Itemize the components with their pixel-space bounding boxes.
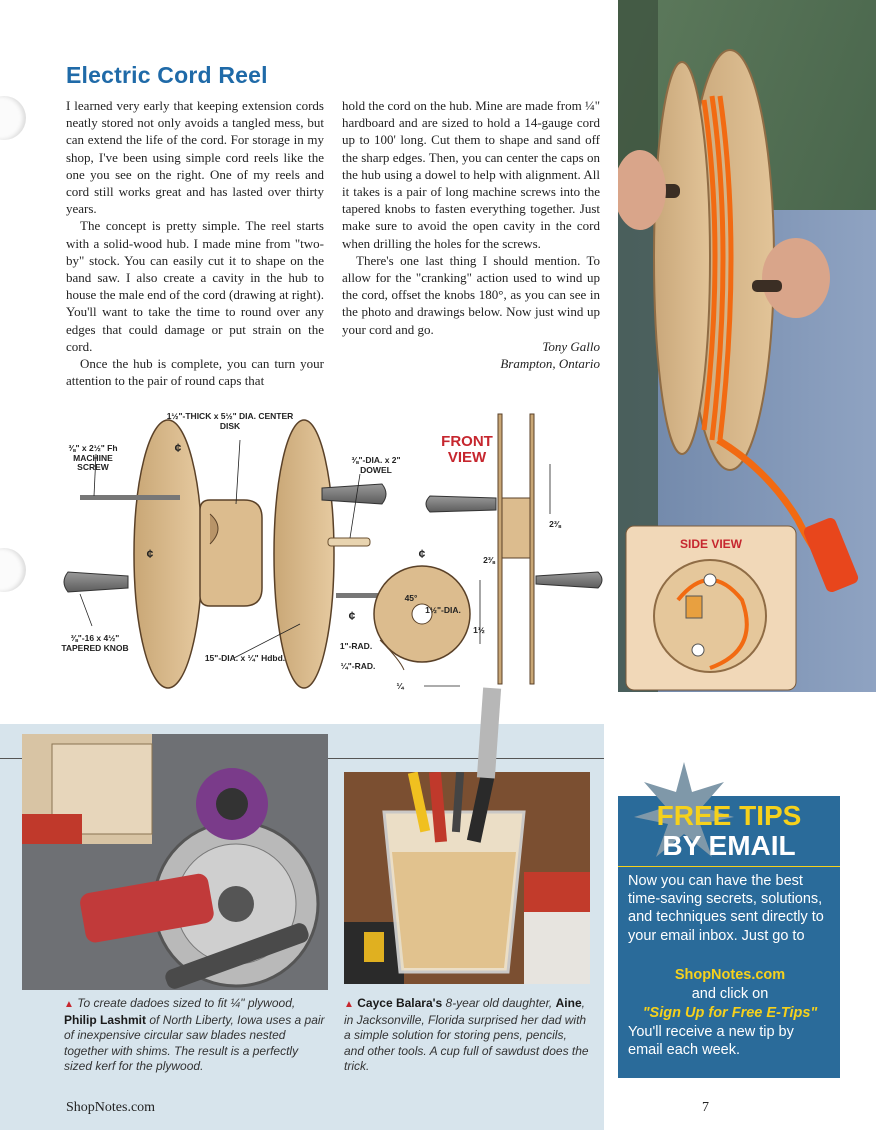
punch-hole <box>0 548 26 592</box>
label-dim-quarter: ¼ <box>396 681 404 691</box>
label-angle: 45° <box>404 593 418 603</box>
tips-tail: You'll receive a new tip by email each week. <box>628 1024 794 1059</box>
exploded-view-diagram <box>60 404 620 694</box>
tips-signup-link[interactable]: "Sign Up for Free E-Tips" <box>642 1005 818 1021</box>
tips-click-text: and click on <box>691 986 769 1002</box>
paragraph: There's one last thing I should mention. To allow for the "cranking" action used to wind up the cord, offset the knobs 180°, as you can see in the photo and drawings below. Now just wind up your cord and go. <box>342 252 600 337</box>
label-dim-b: 2⅜ <box>483 555 495 565</box>
pencil-cup-photo <box>344 772 590 984</box>
paragraph: The concept is pretty simple. The reel starts with a solid-wood hub. I made mine from "two-by" stock. You can easily cut it to shape on the band saw. I also create a cavity in the hub to house the male end of the cord (drawing at right). You'll want to take the time to round over any edges that could damage or put strain on the cord. <box>66 218 324 354</box>
label-rad2: ¼"-RAD. <box>340 661 376 671</box>
cord-reel-photo <box>618 0 876 692</box>
label-cap: 15"-DIA. x ¼" Hdbd. <box>204 653 286 663</box>
page-number: 7 <box>702 1100 709 1115</box>
caption-text: of North Liberty, Iowa uses a pair of inexpensive circular saw blades nested together with shims. The result is a perfectly sized kerf for the plywood. <box>64 1012 325 1074</box>
tips-headline-2: BY EMAIL <box>662 830 796 861</box>
free-tips-box[interactable] <box>618 796 840 1078</box>
footer-site: ShopNotes.com <box>66 1100 156 1115</box>
tips-site-link[interactable]: ShopNotes.com <box>674 967 786 983</box>
caption-text: To create dadoes sized to fit ¼" plywood, <box>77 996 296 1010</box>
front-view-label: FRONT VIEW <box>441 433 493 466</box>
label-center-disk: 1½"-THICK x 5½" DIA. CENTER DISK <box>166 411 294 431</box>
article-column-2 <box>342 97 600 372</box>
cord-reel-photo-art <box>618 0 876 692</box>
label-hub-dia: 1½"-DIA. <box>425 605 461 615</box>
centerline-mark: ¢ <box>348 609 356 623</box>
tips-headline-1: FREE TIPS <box>656 800 802 831</box>
author-name: Tony Gallo <box>542 338 600 354</box>
paragraph: hold the cord on the hub. Mine are made from ¼" hardboard and are sized to hold a 14-gauge cord up to 100' long. Cut them to shape and sand off the sharp edges. Then, you can center the caps on the hub using a dowel to help with alignment. All it takes is a pair of long machine screws into the tapered knobs to fasten everything together. Just make sure to avoid the open cavity in the cord when drilling the holes for the screws. <box>342 98 601 251</box>
article-column-1 <box>66 97 324 389</box>
label-dim-c: 1½ <box>473 625 485 635</box>
label-tapered-knob: ⅜"-16 x 4½" TAPERED KNOB <box>61 633 129 653</box>
label-rad1: 1"-RAD. <box>339 641 373 651</box>
label-machine-screw: ⅜" x 2½" Fh MACHINE SCREW <box>68 443 118 472</box>
centerline-mark: ¢ <box>418 547 426 561</box>
author-location: Brampton, Ontario <box>500 355 600 371</box>
caption-name: Cayce Balara's <box>357 996 443 1010</box>
saw-blade-photo <box>22 734 328 990</box>
label-dowel: ⅜"-DIA. x 2" DOWEL <box>351 455 401 475</box>
tips-body: Now you can have the best time-saving secrets, solutions, and techniques sent directly to your email inbox. Just go to <box>628 873 824 944</box>
pencil-cup-photo-art <box>344 772 590 984</box>
side-view-label: SIDE VIEW <box>679 537 742 551</box>
caption-text: , in Jacksonville, Florida surprised her dad with a simple solution for storing pens, pencils, and other tools. A cup full of sawdust does the trick. <box>344 996 589 1074</box>
caption-text: 8-year old daughter, <box>445 996 553 1010</box>
caption-name: Philip Lashmit <box>64 1012 147 1027</box>
centerline-mark: ¢ <box>146 547 154 561</box>
centerline-mark: ¢ <box>174 441 182 455</box>
tips-divider <box>618 866 840 867</box>
caption-pencil-cup <box>344 996 590 1075</box>
caption-saw-blades <box>64 996 326 1075</box>
saw-blade-photo-art <box>22 734 328 990</box>
punch-hole <box>0 96 26 140</box>
caption-triangle-icon: ▲ <box>344 999 354 1010</box>
paragraph: Once the hub is complete, you can turn your attention to the pair of round caps that <box>66 356 324 389</box>
label-dim-a: 2⅜ <box>549 519 561 529</box>
paragraph: I learned very early that keeping extension cords neatly stored not only avoids a tangled mess, but can extend the life of the cord. For storage in my shop, I've been using simple cord reels like the one you see on the right. One of my reels and cord still works great and has lasted over thirty years. <box>66 98 324 217</box>
caption-triangle-icon: ▲ <box>64 999 74 1010</box>
article-title: Electric Cord Reel <box>66 62 268 88</box>
caption-name: Aine <box>555 996 582 1010</box>
